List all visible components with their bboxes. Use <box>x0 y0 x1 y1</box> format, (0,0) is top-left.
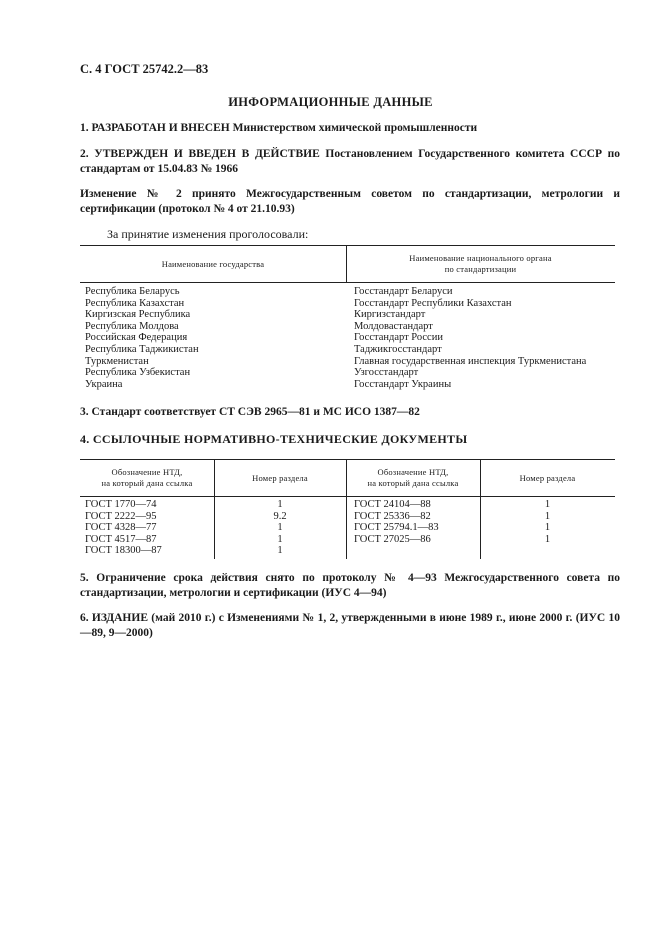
table-row-section: 1 <box>277 522 283 534</box>
vote-col-body-header-line1: Наименование национального органа <box>409 253 552 263</box>
item-5-number: 5. <box>80 572 89 584</box>
ref-doc-header-line1: Обозначение НТД, <box>111 467 183 477</box>
ref-doc-header-line1: Обозначение НТД, <box>377 467 449 477</box>
item-5 <box>80 571 620 601</box>
item-2 <box>80 147 620 177</box>
table-row-body: Госстандарт Беларуси <box>354 286 453 297</box>
item-1-number: 1. <box>80 122 89 134</box>
table-row-state: Украина <box>85 378 123 390</box>
table-row-doc: ГОСТ 25336—82 <box>354 510 431 522</box>
ref-doc-header-line2: на который дана ссылка <box>367 478 459 488</box>
ref-right-sections-column <box>480 499 615 545</box>
ref-table-top-rule <box>80 459 615 460</box>
table-row-body: Госстандарт России <box>354 332 443 344</box>
table-row-section: 1 <box>544 522 551 534</box>
voted-label: За принятие изменения проголосовали: <box>107 227 309 241</box>
table-row-section: 9.2 <box>273 510 287 522</box>
vote-col-state-header: Наименование государства <box>161 259 265 269</box>
table-row-body: Узгосстандарт <box>354 367 419 379</box>
table-row-doc: ГОСТ 4517—87 <box>85 533 157 545</box>
ref-left-sections-column <box>214 499 346 557</box>
table-row-doc: ГОСТ 25794.1—83 <box>354 522 439 534</box>
table-row-section: 1 <box>544 510 551 522</box>
ref-col-section-header-left: Номер раздела <box>252 473 308 483</box>
table-row-body: Молдовастандарт <box>354 320 433 332</box>
table-row-body: Госстандарт Украины <box>354 378 452 390</box>
vote-table-header-rule <box>80 282 615 283</box>
page-header: С. 4 ГОСТ 25742.2—83 <box>80 62 209 76</box>
section-title: ИНФОРМАЦИОННЫЕ ДАННЫЕ <box>228 95 433 109</box>
ref-left-docs-column <box>85 499 162 557</box>
table-row-state: Российская Федерация <box>85 332 188 344</box>
table-row-body: Госстандарт Республики Казахстан <box>354 297 512 309</box>
vote-bodies-column <box>354 286 586 390</box>
ref-col-doc-header-right <box>346 467 480 489</box>
table-row-section: 1 <box>277 545 283 557</box>
item-2-lead: УТВЕРЖДЕН И ВВЕДЕН В ДЕЙСТВИЕ <box>94 148 320 160</box>
ref-col-section-header-right: Номер раздела <box>519 473 576 483</box>
table-row-section: 1 <box>544 533 551 545</box>
table-row-body: Киргизстандарт <box>354 309 426 321</box>
item-3 <box>80 405 620 420</box>
table-row-state: Республика Казахстан <box>85 297 185 309</box>
ref-table-header-rule <box>80 496 615 497</box>
ref-doc-header-line2: на который дана ссылка <box>101 478 193 488</box>
item-2-number: 2. <box>80 148 89 160</box>
table-row-body: Таджикгосстандарт <box>354 343 442 355</box>
vote-table-top-rule <box>80 245 615 246</box>
item-6-text: ИЗДАНИЕ (май 2010 г.) с Изменениями № 1, 2, утвержденными в июне 1989 г., июне 2000 г. (ИУС 10—89, 9—2000) <box>80 612 620 639</box>
table-row-doc: ГОСТ 2222—95 <box>85 510 157 522</box>
item-6-number: 6. <box>80 612 89 624</box>
table-row-section: 1 <box>277 499 283 510</box>
item-3-number: 3. <box>80 406 89 418</box>
table-row-doc: ГОСТ 27025—86 <box>354 533 431 545</box>
vote-col-body-header-line2: по стандартизации <box>444 264 517 274</box>
vote-col-body-header <box>346 253 615 275</box>
ref-col-doc-header-left <box>80 467 214 489</box>
table-row-state: Республика Узбекистан <box>85 367 191 379</box>
table-row-doc: ГОСТ 18300—87 <box>85 545 162 557</box>
table-row-state: Республика Молдова <box>85 320 179 332</box>
table-row-doc: ГОСТ 1770—74 <box>85 499 157 510</box>
vote-states-column <box>85 286 199 390</box>
item-4-text: ССЫЛОЧНЫЕ НОРМАТИВНО-ТЕХНИЧЕСКИЕ ДОКУМЕНТЫ <box>92 432 468 446</box>
table-row-state: Киргизская Республика <box>85 309 191 321</box>
item-1 <box>80 121 620 136</box>
table-row-section: 1 <box>544 499 551 510</box>
table-row-body: Главная государственная инспекция Туркменистана <box>354 355 587 367</box>
item-4-number: 4. <box>80 432 90 446</box>
ref-right-docs-column <box>354 499 439 545</box>
table-row-doc: ГОСТ 4328—77 <box>85 522 157 534</box>
table-row-state: Туркменистан <box>85 355 149 367</box>
item-3-text: Стандарт соответствует СТ СЭВ 2965—81 и МС ИСО 1387—82 <box>91 406 420 418</box>
item-4 <box>80 432 620 447</box>
table-row-state: Республика Беларусь <box>85 286 180 297</box>
item-2-text: Постановлением Государственного комитета СССР по стандартам от 15.04.83 № 1966 <box>80 148 620 175</box>
table-row-section: 1 <box>277 533 283 545</box>
item-5-text: Ограничение срока действия снято по протоколу № 4—93 Межгосударственного совета по стандартизации, метрологии и сертификации (ИУС 4—94) <box>80 572 621 599</box>
item-6 <box>80 611 620 641</box>
change-note: Изменение № 2 принято Межгосударственным советом по стандартизации, метрологии и сертификации (протокол № 4 от 21.10.93) <box>80 188 620 215</box>
item-1-text: Министерством химической промышленности <box>232 122 478 134</box>
table-row-state: Республика Таджикистан <box>85 343 199 355</box>
item-1-lead: РАЗРАБОТАН И ВНЕСЕН <box>91 122 230 134</box>
table-row-doc: ГОСТ 24104—88 <box>354 499 431 510</box>
